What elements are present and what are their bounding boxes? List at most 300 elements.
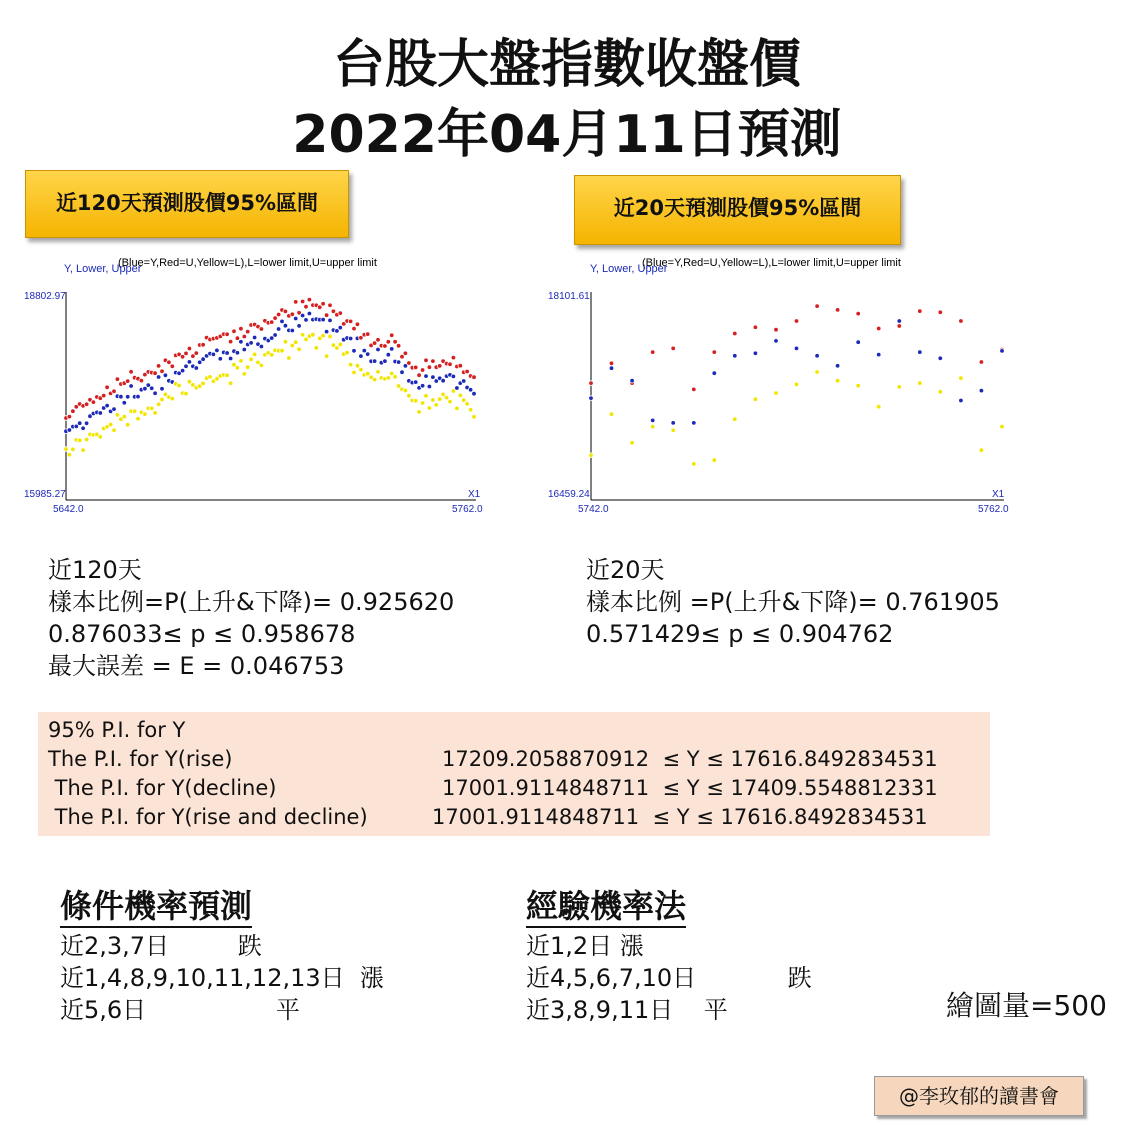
y-point: [276, 327, 281, 332]
lower-point: [458, 393, 463, 398]
upper-point: [242, 334, 247, 339]
upper-point: [338, 311, 343, 316]
y-point: [218, 357, 223, 362]
lower-point: [424, 394, 429, 399]
upper-point: [417, 373, 422, 378]
lower-point: [98, 435, 103, 440]
lower-point: [692, 462, 697, 467]
lower-point: [160, 397, 165, 402]
y-point: [352, 349, 357, 354]
lower-point: [444, 395, 449, 400]
upper-point: [753, 325, 758, 330]
lower-point: [64, 447, 69, 452]
y-point: [897, 319, 902, 324]
x-tick-max: 5762.0: [452, 504, 483, 515]
y-point: [431, 375, 436, 380]
upper-point: [609, 361, 614, 366]
lower-point: [393, 375, 398, 380]
upper-point: [228, 339, 233, 344]
pi-both-label: The P.I. for Y(rise and decline): [48, 805, 368, 829]
lower-point: [671, 428, 676, 433]
upper-point: [431, 359, 436, 364]
lower-point: [376, 370, 381, 375]
y-point: [461, 379, 466, 384]
draw-count: 繪圖量=500: [946, 989, 1107, 1022]
y-point: [328, 318, 333, 323]
y-point: [835, 364, 840, 369]
upper-point: [348, 319, 353, 324]
lower-point: [431, 398, 436, 403]
upper-point: [650, 350, 655, 355]
y-point: [81, 426, 86, 431]
lower-point: [293, 340, 298, 345]
y-point: [365, 352, 370, 357]
lower-point: [328, 334, 333, 339]
legend-note: (Blue=Y,Red=U,Yellow=L),L=lower limit,U=upper limit: [118, 257, 377, 269]
title-line-1: 台股大盤指數收盤價: [332, 35, 801, 95]
pi-header: 95% P.I. for Y: [48, 718, 186, 742]
y-point: [609, 366, 614, 371]
credit-badge: @李玫郁的讀書會: [874, 1076, 1084, 1116]
y-point: [259, 344, 264, 349]
upper-point: [245, 329, 250, 334]
upper-point: [383, 344, 388, 349]
x-tick-max: 5762.0: [978, 504, 1009, 515]
y-point: [918, 350, 923, 355]
upper-point: [184, 351, 189, 356]
y-point: [77, 421, 82, 426]
upper-point: [979, 360, 984, 365]
y-point: [815, 354, 820, 359]
x-axis-label: X1: [992, 489, 1005, 500]
upper-point: [156, 364, 161, 369]
upper-point: [115, 377, 120, 382]
cond-line-3: 近5,6日 平: [60, 996, 300, 1024]
y-point: [290, 328, 295, 333]
y-point: [396, 360, 401, 365]
upper-point: [101, 393, 106, 398]
upper-point: [273, 316, 278, 321]
y-point: [427, 384, 432, 389]
lower-point: [403, 388, 408, 393]
lower-point: [413, 399, 418, 404]
upper-point: [328, 303, 333, 308]
emp-line-2: 近4,5,6,7,10日 跌: [526, 964, 812, 992]
lower-point: [372, 377, 377, 382]
lower-point: [280, 348, 285, 353]
y-point: [630, 378, 635, 383]
emp-prob-title: 經驗機率法: [526, 886, 686, 928]
upper-point: [437, 364, 442, 369]
emp-line-1: 近1,2日 漲: [526, 932, 644, 960]
y-point: [876, 352, 881, 357]
upper-point: [232, 329, 237, 334]
y-point: [160, 387, 165, 392]
lower-point: [465, 402, 470, 407]
lower-point: [774, 391, 779, 396]
lower-point: [81, 448, 86, 453]
lower-point: [835, 378, 840, 383]
lower-point: [712, 458, 717, 463]
lower-point: [733, 417, 738, 422]
y-point: [671, 421, 676, 426]
lower-point: [287, 356, 292, 361]
lower-point: [856, 383, 861, 388]
y-point: [692, 421, 697, 426]
lower-point: [455, 406, 460, 411]
pi-rise-label: The P.I. for Y(rise): [48, 747, 233, 771]
y-point: [455, 386, 460, 391]
upper-point: [201, 343, 206, 348]
lower-point: [359, 367, 364, 372]
y-point: [252, 335, 257, 340]
lower-point: [355, 363, 360, 368]
emp-line-3: 近3,8,9,11日 平: [526, 996, 728, 1024]
upper-point: [239, 326, 244, 331]
upper-point: [129, 370, 134, 375]
y-point: [376, 347, 381, 352]
lower-point: [324, 354, 329, 359]
lower-point: [156, 402, 161, 407]
upper-point: [420, 368, 425, 373]
lower-point: [434, 403, 439, 408]
lower-point: [235, 366, 240, 371]
upper-point: [84, 402, 89, 407]
lower-point: [269, 353, 274, 358]
y-point: [242, 347, 247, 352]
lower-point: [650, 424, 655, 429]
upper-point: [386, 340, 391, 345]
y-point: [372, 359, 377, 364]
lower-point: [149, 406, 154, 411]
upper-point: [153, 371, 158, 376]
y-point: [650, 418, 655, 423]
lower-point: [437, 397, 442, 402]
upper-point: [938, 310, 943, 315]
prediction-interval-box: [38, 712, 990, 836]
y-point: [156, 375, 161, 380]
y-axis-label: Y, Lower, Upper: [64, 263, 142, 275]
lower-point: [84, 437, 89, 442]
upper-point: [125, 379, 130, 384]
upper-point: [733, 331, 738, 336]
lower-point: [427, 406, 432, 411]
left-stat-proportion: 樣本比例=P(上升&下降)= 0.925620: [48, 588, 455, 616]
lower-point: [132, 409, 137, 414]
y-point: [441, 378, 446, 383]
y-point: [249, 341, 254, 346]
y-point: [733, 354, 738, 359]
right-stat-title: 近20天: [586, 556, 665, 584]
upper-point: [876, 326, 881, 331]
y-point: [389, 347, 394, 352]
upper-point: [774, 327, 779, 332]
upper-point: [300, 299, 305, 304]
lower-point: [115, 413, 120, 418]
y-point: [324, 329, 329, 334]
y-point: [451, 374, 456, 379]
y-point: [589, 396, 594, 401]
y-point: [472, 391, 477, 396]
upper-point: [856, 311, 861, 316]
lower-point: [348, 362, 353, 367]
y-point: [300, 313, 305, 318]
y-point: [180, 368, 185, 373]
right-stat-proportion: 樣本比例 =P(上升&下降)= 0.761905: [586, 588, 1000, 616]
lower-point: [938, 390, 943, 395]
upper-point: [407, 361, 412, 366]
lower-point: [876, 404, 881, 409]
lower-point: [259, 363, 264, 368]
upper-point: [692, 387, 697, 392]
lower-point: [239, 359, 244, 364]
lower-point: [311, 332, 316, 337]
lower-point: [153, 411, 158, 416]
lower-point: [386, 376, 391, 381]
left-stat-interval: 0.876033≤ p ≤ 0.958678: [48, 620, 356, 648]
y-axis-label: Y, Lower, Upper: [590, 263, 668, 275]
upper-point: [293, 300, 298, 305]
upper-point: [403, 351, 408, 356]
y-point: [112, 407, 117, 412]
y-point: [321, 317, 326, 322]
y-point: [228, 356, 233, 361]
y-point: [413, 380, 418, 385]
y-tick-min: 16459.24: [548, 489, 590, 500]
upper-point: [897, 324, 902, 329]
lower-point: [589, 453, 594, 458]
chart-20-day: [546, 252, 1026, 520]
upper-point: [67, 414, 72, 419]
upper-point: [160, 369, 165, 374]
lower-point: [321, 333, 326, 338]
upper-point: [304, 304, 309, 309]
lower-point: [300, 333, 305, 338]
pi-both-value: 17001.9114848711 ≤ Y ≤ 17616.8492834531: [432, 805, 928, 829]
y-point: [211, 352, 216, 357]
lower-point: [407, 393, 412, 398]
y-point: [280, 319, 285, 324]
y-point: [383, 359, 388, 364]
lower-point: [753, 397, 758, 402]
y-tick-min: 15985.27: [24, 489, 66, 500]
y-tick-max: 18101.61: [548, 291, 590, 302]
lower-point: [143, 412, 148, 417]
lower-point: [417, 410, 422, 415]
y-point: [105, 403, 110, 408]
upper-point: [451, 355, 456, 360]
lower-point: [918, 381, 923, 386]
y-point: [420, 384, 425, 389]
upper-point: [187, 346, 192, 351]
upper-point: [835, 308, 840, 313]
y-point: [119, 394, 124, 399]
lower-point: [184, 391, 189, 396]
y-point: [215, 348, 220, 353]
upper-point: [458, 363, 463, 368]
lower-point: [959, 376, 964, 381]
y-point: [293, 316, 298, 321]
lower-point: [338, 342, 343, 347]
y-point: [153, 391, 158, 396]
cond-line-1: 近2,3,7日 跌: [60, 932, 262, 960]
lower-point: [461, 398, 466, 403]
lower-point: [297, 347, 302, 352]
y-point: [856, 340, 861, 345]
y-point: [1000, 349, 1005, 354]
y-point: [304, 318, 309, 323]
y-point: [125, 395, 130, 400]
upper-point: [918, 309, 923, 314]
lower-point: [122, 414, 127, 419]
lower-point: [468, 408, 473, 413]
upper-point: [235, 336, 240, 341]
upper-point: [170, 364, 175, 369]
upper-point: [959, 319, 964, 324]
y-point: [194, 366, 199, 371]
lower-point: [228, 381, 233, 386]
lower-point: [242, 372, 247, 377]
upper-point: [290, 312, 295, 317]
upper-point: [427, 365, 432, 370]
y-point: [136, 394, 141, 399]
upper-point: [112, 389, 117, 394]
y-point: [163, 373, 168, 378]
lower-point: [249, 357, 254, 362]
upper-point: [671, 346, 676, 351]
y-tick-max: 18802.97: [24, 291, 66, 302]
upper-point: [324, 313, 329, 318]
lower-point: [897, 385, 902, 390]
y-point: [225, 351, 230, 356]
chart-120-day: [20, 252, 500, 520]
lower-point: [979, 448, 984, 453]
y-point: [468, 388, 473, 393]
y-point: [959, 398, 964, 403]
pi-decline-label: The P.I. for Y(decline): [48, 776, 277, 800]
upper-point: [355, 322, 360, 327]
upper-point: [194, 351, 199, 356]
upper-point: [321, 302, 326, 307]
lower-point: [609, 412, 614, 417]
upper-point: [139, 378, 144, 383]
upper-point: [465, 369, 470, 374]
upper-point: [448, 362, 453, 367]
x-tick-min: 5742.0: [578, 504, 609, 515]
x-axis-label: X1: [468, 489, 481, 500]
y-point: [424, 374, 429, 379]
upper-point: [712, 350, 717, 355]
y-point: [712, 371, 717, 376]
upper-point: [71, 409, 76, 414]
y-point: [273, 333, 278, 338]
upper-point: [424, 358, 429, 363]
upper-point: [269, 320, 274, 325]
upper-point: [225, 332, 230, 337]
y-point: [938, 356, 943, 361]
upper-point: [413, 365, 418, 370]
title-line-2: 2022年04月11日預測: [292, 105, 842, 165]
upper-point: [589, 381, 594, 386]
y-point: [774, 339, 779, 344]
lower-point: [448, 399, 453, 404]
lower-point: [225, 373, 230, 378]
y-point: [348, 336, 353, 341]
lower-point: [252, 352, 257, 357]
lower-point: [170, 396, 175, 401]
upper-point: [396, 344, 401, 349]
upper-point: [389, 333, 394, 338]
lower-point: [815, 370, 820, 375]
y-point: [98, 411, 103, 416]
y-point: [386, 352, 391, 357]
lower-point: [283, 340, 288, 345]
x-tick-min: 5642.0: [53, 504, 84, 515]
y-point: [149, 386, 154, 391]
upper-point: [307, 297, 312, 302]
y-point: [235, 351, 240, 356]
y-point: [84, 421, 89, 426]
lower-point: [201, 381, 206, 386]
lower-point: [112, 428, 117, 433]
y-point: [338, 325, 343, 330]
y-point: [753, 351, 758, 356]
upper-point: [376, 338, 381, 343]
legend-note: (Blue=Y,Red=U,Yellow=L),L=lower limit,U=upper limit: [642, 257, 901, 269]
y-point: [979, 388, 984, 393]
btn-20-day[interactable]: 近20天預測股價95%區間: [574, 175, 901, 245]
lower-point: [345, 350, 350, 355]
y-point: [400, 370, 405, 375]
lower-point: [794, 382, 799, 387]
pi-rise-value: 17209.2058870912 ≤ Y ≤ 17616.8492834531: [442, 747, 938, 771]
lower-point: [352, 370, 357, 375]
left-stat-title: 近120天: [48, 556, 142, 584]
lower-point: [472, 415, 477, 420]
upper-point: [91, 400, 96, 405]
lower-point: [630, 441, 635, 446]
upper-point: [259, 327, 264, 332]
lower-point: [1000, 424, 1005, 429]
lower-point: [245, 365, 250, 370]
lower-point: [108, 422, 113, 427]
upper-point: [352, 326, 357, 331]
btn-120-day[interactable]: 近120天預測股價95%區間: [25, 170, 349, 238]
right-stat-interval: 0.571429≤ p ≤ 0.904762: [586, 620, 894, 648]
upper-point: [105, 385, 110, 390]
upper-point: [283, 309, 288, 314]
pi-decline-value: 17001.9114848711 ≤ Y ≤ 17409.5548812331: [442, 776, 938, 800]
lower-point: [177, 383, 182, 388]
lower-point: [136, 416, 141, 421]
upper-point: [393, 340, 398, 345]
y-point: [283, 323, 288, 328]
y-point: [184, 364, 189, 369]
lower-point: [125, 423, 130, 428]
y-point: [794, 346, 799, 351]
y-point: [297, 324, 302, 329]
upper-point: [794, 319, 799, 324]
y-point: [359, 354, 364, 359]
left-stat-error: 最大誤差 = E = 0.046753: [48, 652, 345, 680]
cond-prob-title: 條件機率預測: [60, 886, 252, 928]
upper-point: [276, 312, 281, 317]
lower-point: [77, 438, 82, 443]
y-point: [239, 340, 244, 345]
upper-point: [365, 332, 370, 337]
y-point: [187, 360, 192, 365]
y-point: [129, 384, 134, 389]
